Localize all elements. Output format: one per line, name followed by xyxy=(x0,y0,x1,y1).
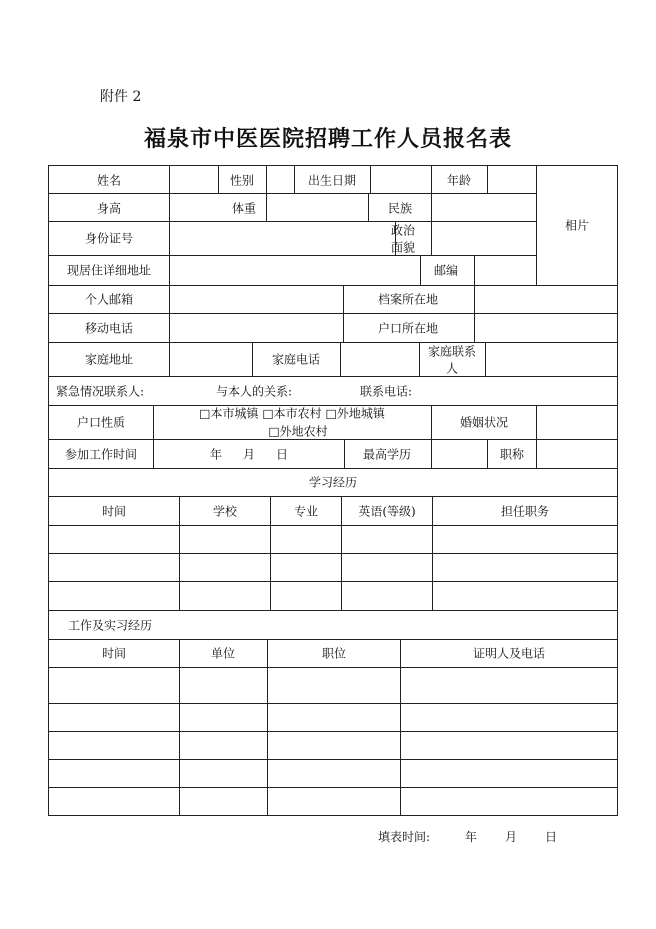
work-start-day: 日 xyxy=(275,447,289,462)
professional-title-label: 职称 xyxy=(499,447,525,462)
work-start-month: 月 xyxy=(242,447,256,462)
birth-date-label: 出生日期 xyxy=(307,173,357,188)
ethnicity-label: 民族 xyxy=(387,201,413,216)
gender-field[interactable] xyxy=(267,166,294,193)
age-field[interactable] xyxy=(488,166,536,193)
household-type-label: 户口性质 xyxy=(76,415,126,430)
marital-status-label: 婚姻状况 xyxy=(459,415,509,430)
fill-time-month: 月 xyxy=(505,830,518,844)
study-col-english: 英语(等级) xyxy=(358,504,416,519)
work-col-unit: 单位 xyxy=(210,646,236,661)
weight-label: 体重 xyxy=(231,201,257,216)
registration-form-table xyxy=(48,165,618,816)
political-status-field[interactable] xyxy=(432,222,536,255)
family-contact-field[interactable] xyxy=(486,343,617,376)
family-contact-label-line1: 家庭联系 xyxy=(427,344,477,359)
work-start-label: 参加工作时间 xyxy=(64,447,138,462)
name-label: 姓名 xyxy=(96,173,122,188)
photo-field[interactable] xyxy=(537,166,617,285)
current-address-label: 现居住详细地址 xyxy=(66,263,152,278)
study-section-heading: 学习经历 xyxy=(308,475,358,490)
study-col-school: 学校 xyxy=(212,504,238,519)
relationship-label: 与本人的关系: xyxy=(216,384,293,399)
work-col-position: 职位 xyxy=(321,646,347,661)
form-title: 福泉市中医医院招聘工作人员报名表 xyxy=(143,126,512,152)
work-row[interactable] xyxy=(49,788,617,815)
study-col-time: 时间 xyxy=(101,504,127,519)
highest-education-field[interactable] xyxy=(432,440,487,468)
attachment-label: 附件 2 xyxy=(100,89,142,105)
study-col-major: 专业 xyxy=(293,504,319,519)
family-contact-label-line2: 人 xyxy=(445,361,459,376)
political-status-label-line1: 政治 xyxy=(390,223,416,238)
household-options-line1[interactable]: □本市城镇 □本市农村 □外地城镇 xyxy=(199,406,385,421)
work-start-year: 年 xyxy=(209,447,223,462)
name-field[interactable] xyxy=(170,166,218,193)
work-row[interactable] xyxy=(49,704,617,731)
ethnicity-field[interactable] xyxy=(432,194,536,221)
mobile-field[interactable] xyxy=(170,314,343,342)
postal-code-field[interactable] xyxy=(475,256,536,285)
highest-education-label: 最高学历 xyxy=(362,447,412,462)
photo-label: 相片 xyxy=(564,218,590,233)
work-row[interactable] xyxy=(49,668,617,703)
home-phone-label: 家庭电话 xyxy=(271,352,321,367)
birth-date-field[interactable] xyxy=(371,166,431,193)
email-field[interactable] xyxy=(170,286,343,313)
work-row[interactable] xyxy=(49,760,617,787)
archive-location-field[interactable] xyxy=(475,286,617,313)
weight-field[interactable] xyxy=(267,194,368,221)
marital-status-field[interactable] xyxy=(537,406,617,439)
id-number-field[interactable] xyxy=(170,222,395,255)
home-phone-field[interactable] xyxy=(341,343,419,376)
study-row[interactable] xyxy=(49,554,617,581)
household-location-field[interactable] xyxy=(475,314,617,342)
email-label: 个人邮箱 xyxy=(84,292,134,307)
gender-label: 性别 xyxy=(229,173,255,188)
postal-code-label: 邮编 xyxy=(433,263,459,278)
household-location-label: 户口所在地 xyxy=(377,321,439,336)
study-col-position: 担任职务 xyxy=(500,504,550,519)
work-row[interactable] xyxy=(49,732,617,759)
archive-location-label: 档案所在地 xyxy=(377,292,439,307)
fill-time-year: 年 xyxy=(465,830,478,844)
work-col-time: 时间 xyxy=(101,646,127,661)
contact-phone-label: 联系电话: xyxy=(360,384,413,399)
study-row[interactable] xyxy=(49,582,617,610)
fill-time-label: 填表时间: xyxy=(378,830,431,844)
work-section-heading: 工作及实习经历 xyxy=(68,618,153,633)
emergency-contact-label: 紧急情况联系人: xyxy=(56,384,145,399)
id-number-label: 身份证号 xyxy=(84,231,134,246)
age-label: 年龄 xyxy=(446,173,472,188)
political-status-label-line2: 面貌 xyxy=(390,240,416,255)
height-label: 身高 xyxy=(96,201,122,216)
fill-time-day: 日 xyxy=(545,830,558,844)
professional-title-field[interactable] xyxy=(537,440,617,468)
household-options-line2[interactable]: □外地农村 xyxy=(268,424,328,439)
current-address-field[interactable] xyxy=(170,256,420,285)
home-address-field[interactable] xyxy=(170,343,252,376)
work-col-reference: 证明人及电话 xyxy=(472,646,546,661)
mobile-label: 移动电话 xyxy=(84,321,134,336)
study-row[interactable] xyxy=(49,526,617,553)
home-address-label: 家庭地址 xyxy=(84,352,134,367)
